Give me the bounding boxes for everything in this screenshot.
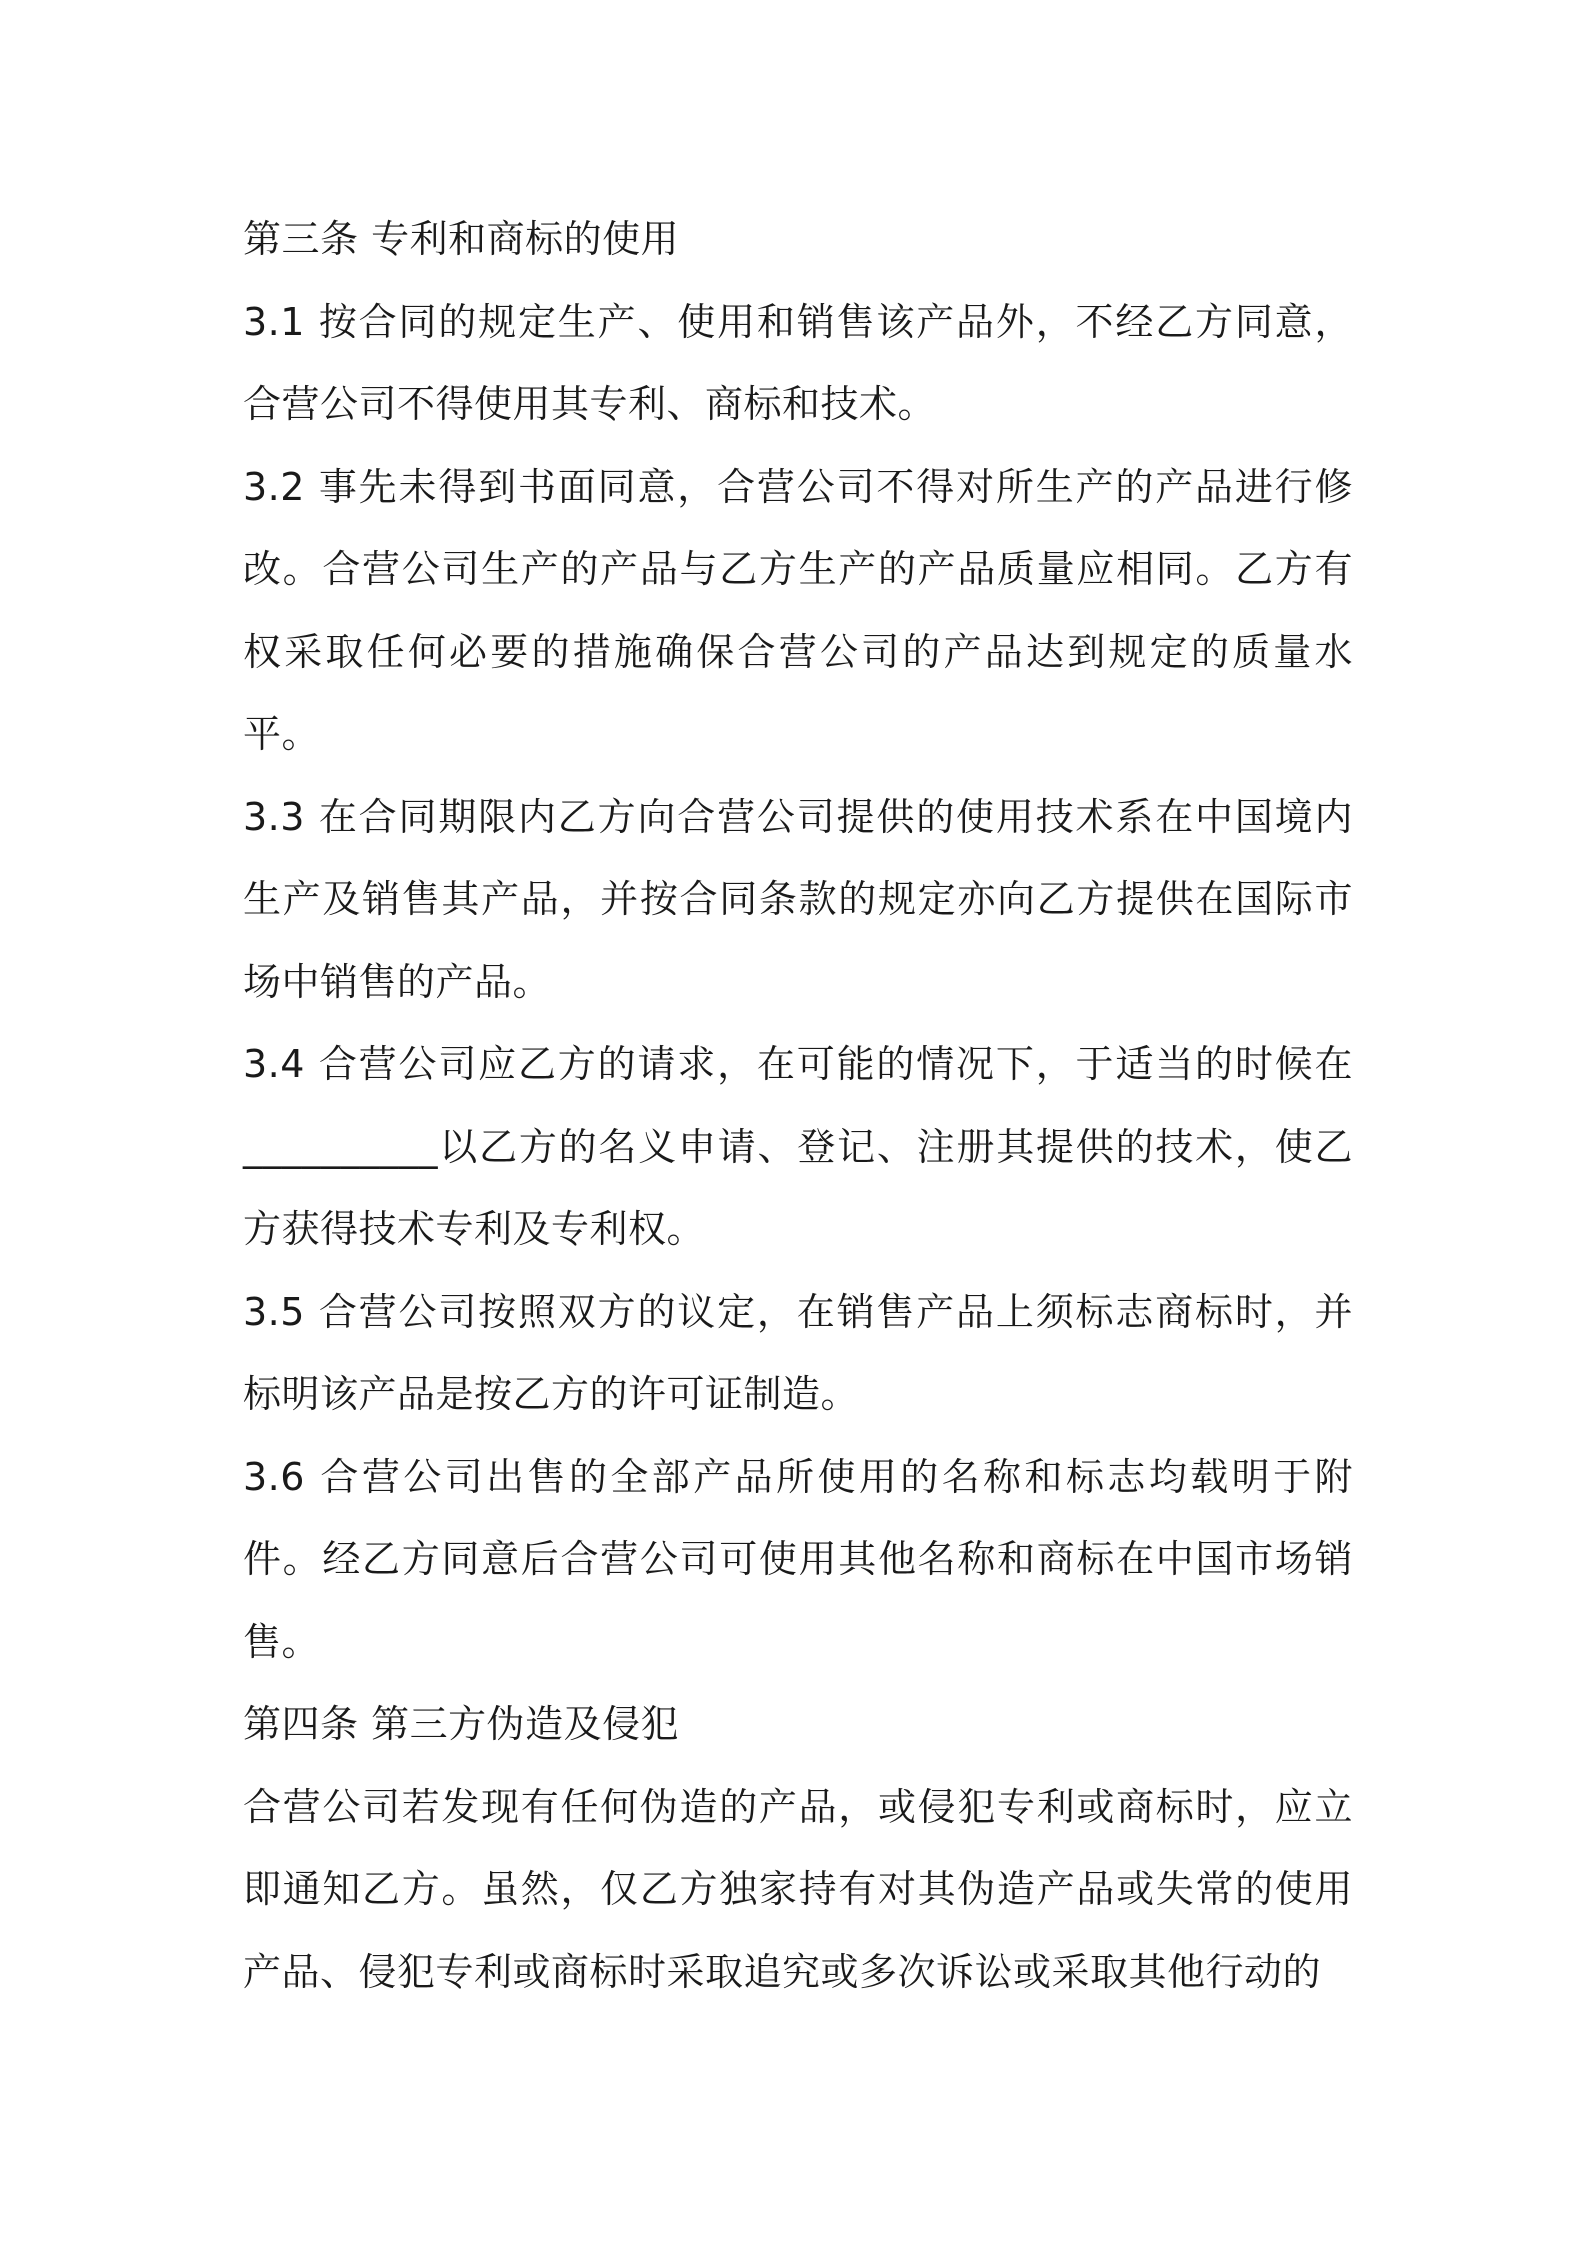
article-3-heading: 第三条 专利和商标的使用: [243, 217, 680, 261]
clause-3-4: 3.4 合营公司应乙方的请求，在可能的情况下，于适当的时候在__________以乙方的名义申请、登记、注册其提供的技术，使乙方获得技术专利及专利权。: [243, 1042, 1353, 1251]
clause-3-1: 3.1 按合同的规定生产、使用和销售该产品外，不经乙方同意，合营公司不得使用其专利、商标和技术。: [243, 299, 1353, 426]
clause-3-2: 3.2 事先未得到书面同意，合营公司不得对所生产的产品进行修改。合营公司生产的产品与乙方生产的产品质量应相同。乙方有权采取任何必要的措施确保合营公司的产品达到规定的质量水平。: [243, 464, 1353, 756]
clause-3-6: 3.6 合营公司出售的全部产品所使用的名称和标志均载明于附件。经乙方同意后合营公司可使用其他名称和商标在中国市场销售。: [243, 1454, 1353, 1664]
document-body: [243, 198, 1353, 2013]
clause-3-3: 3.3 在合同期限内乙方向合营公司提供的使用技术系在中国境内生产及销售其产品，并按合同条款的规定亦向乙方提供在国际市场中销售的产品。: [243, 794, 1353, 1004]
article-4-heading: 第四条 第三方伪造及侵犯: [243, 1702, 680, 1746]
article-4-body: 合营公司若发现有任何伪造的产品，或侵犯专利或商标时，应立即通知乙方。虽然，仅乙方独家持有对其伪造产品或失常的使用产品、侵犯专利或商标时采取追究或多次诉讼或采取其他行动的: [243, 1784, 1353, 1994]
clause-3-5: 3.5 合营公司按照双方的议定，在销售产品上须标志商标时，并标明该产品是按乙方的许可证制造。: [243, 1289, 1353, 1416]
